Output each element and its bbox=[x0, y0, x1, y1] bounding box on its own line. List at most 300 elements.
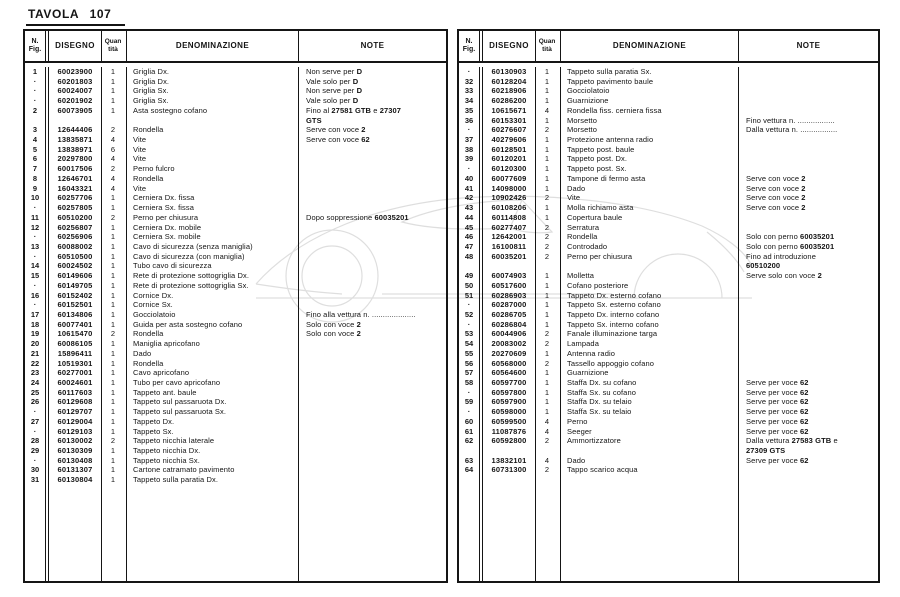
denomination-cell: Rondella bbox=[560, 232, 738, 242]
disegno-cell: 60256906 bbox=[48, 232, 101, 242]
denomination-cell: Tappeto post. baule bbox=[560, 145, 738, 155]
qty-cell: 1 bbox=[535, 291, 558, 301]
denomination-cell: Vite bbox=[126, 184, 298, 194]
fig-cell: · bbox=[25, 96, 46, 106]
note-cell: Non serve per D bbox=[298, 86, 446, 96]
fig-cell: 9 bbox=[25, 184, 46, 194]
disegno-cell: 60077401 bbox=[48, 320, 101, 330]
denomination-cell: Rondella bbox=[126, 329, 298, 339]
table-row bbox=[459, 300, 878, 310]
denomination-cell bbox=[560, 446, 738, 456]
table-row bbox=[459, 96, 878, 106]
disegno-cell: 60130309 bbox=[48, 446, 101, 456]
denomination-cell: Morsetto bbox=[560, 125, 738, 135]
denomination-cell: Vite bbox=[126, 145, 298, 155]
table-row bbox=[25, 436, 446, 446]
qty-cell: 1 bbox=[535, 164, 558, 174]
note-cell bbox=[298, 378, 446, 388]
fig-cell: 50 bbox=[459, 281, 480, 291]
table-row bbox=[25, 271, 446, 281]
fig-cell: 38 bbox=[459, 145, 480, 155]
qty-cell: 1 bbox=[535, 174, 558, 184]
fig-cell: 5 bbox=[25, 145, 46, 155]
denomination-cell: Tappeto Dx. bbox=[126, 417, 298, 427]
disegno-cell: 20270609 bbox=[482, 349, 535, 359]
disegno-cell: 60286200 bbox=[482, 96, 535, 106]
note-cell: Serve per voce 62 bbox=[738, 397, 878, 407]
note-cell: GTS bbox=[298, 116, 446, 126]
fig-cell: · bbox=[459, 407, 480, 417]
table-row bbox=[459, 368, 878, 378]
disegno-cell: 60597700 bbox=[482, 378, 535, 388]
fig-cell: 18 bbox=[25, 320, 46, 330]
fig-cell: 56 bbox=[459, 359, 480, 369]
qty-cell: 1 bbox=[101, 378, 124, 388]
disegno-cell: 60257805 bbox=[48, 203, 101, 213]
parts-table-left bbox=[23, 29, 448, 583]
fig-cell: 8 bbox=[25, 174, 46, 184]
qty-cell: 1 bbox=[101, 203, 124, 213]
disegno-cell: 60149606 bbox=[48, 271, 101, 281]
disegno-cell: 60592800 bbox=[482, 436, 535, 446]
note-cell bbox=[298, 446, 446, 456]
qty-cell: 4 bbox=[535, 106, 558, 116]
fig-cell: 60 bbox=[459, 417, 480, 427]
fig-cell: 44 bbox=[459, 213, 480, 223]
fig-cell bbox=[459, 475, 480, 581]
denomination-cell: Molla richiamo asta bbox=[560, 203, 738, 213]
disegno-cell: 60598000 bbox=[482, 407, 535, 417]
disegno-cell: 60017506 bbox=[48, 164, 101, 174]
disegno-cell: 10615470 bbox=[48, 329, 101, 339]
table-row bbox=[25, 86, 446, 96]
note-cell: Vale solo per D bbox=[298, 96, 446, 106]
qty-cell: 1 bbox=[535, 154, 558, 164]
qty-cell: 1 bbox=[535, 407, 558, 417]
note-cell bbox=[738, 96, 878, 106]
note-cell: Vale solo per D bbox=[298, 77, 446, 87]
note-cell bbox=[298, 436, 446, 446]
fig-cell: 7 bbox=[25, 164, 46, 174]
table-row bbox=[459, 116, 878, 126]
table-row bbox=[459, 359, 878, 369]
denomination-cell: Asta sostegno cofano bbox=[126, 106, 298, 116]
qty-cell: 2 bbox=[535, 193, 558, 203]
qty-cell bbox=[535, 261, 558, 271]
denomination-cell: Perno bbox=[560, 417, 738, 427]
table-row bbox=[459, 320, 878, 330]
table-row bbox=[459, 436, 878, 446]
qty-cell: 2 bbox=[535, 232, 558, 242]
note-cell bbox=[738, 164, 878, 174]
disegno-cell bbox=[482, 446, 535, 456]
denomination-cell: Cerniera Sx. fissa bbox=[126, 203, 298, 213]
fig-cell bbox=[25, 485, 46, 581]
denomination-cell: Tappeto Sx. bbox=[126, 427, 298, 437]
qty-cell: 1 bbox=[535, 116, 558, 126]
qty-cell: 1 bbox=[101, 446, 124, 456]
qty-cell: 2 bbox=[535, 252, 558, 262]
fig-cell: 6 bbox=[25, 154, 46, 164]
header-quantita: Quan tità bbox=[535, 31, 558, 61]
note-cell bbox=[298, 359, 446, 369]
note-cell bbox=[738, 359, 878, 369]
table-row bbox=[459, 174, 878, 184]
qty-cell: 1 bbox=[535, 349, 558, 359]
table-row bbox=[459, 339, 878, 349]
denomination-cell: Seeger bbox=[560, 427, 738, 437]
table-row bbox=[459, 86, 878, 96]
qty-cell: 1 bbox=[535, 86, 558, 96]
header-fig: N. Fig. bbox=[25, 31, 46, 61]
disegno-cell: 60074903 bbox=[482, 271, 535, 281]
denomination-cell: Gocciolatoio bbox=[126, 310, 298, 320]
note-cell bbox=[298, 291, 446, 301]
fig-cell: 49 bbox=[459, 271, 480, 281]
qty-cell: 1 bbox=[101, 67, 124, 77]
qty-cell: 4 bbox=[535, 417, 558, 427]
table-row bbox=[25, 164, 446, 174]
denomination-cell: Rondella bbox=[126, 359, 298, 369]
note-cell: Dalla vettura 27583 GTB e bbox=[738, 436, 878, 446]
disegno-cell: 11087876 bbox=[482, 427, 535, 437]
page-title: TAVOLA 107 bbox=[26, 7, 125, 26]
table-row bbox=[25, 475, 446, 485]
fig-cell: 21 bbox=[25, 349, 46, 359]
denomination-cell: Griglia Sx. bbox=[126, 86, 298, 96]
note-cell bbox=[298, 223, 446, 233]
fig-cell: 57 bbox=[459, 368, 480, 378]
header-disegno: DISEGNO bbox=[482, 31, 535, 61]
disegno-cell: 60120201 bbox=[482, 154, 535, 164]
table-row bbox=[25, 465, 446, 475]
note-cell bbox=[738, 213, 878, 223]
table-row bbox=[459, 164, 878, 174]
fig-cell: · bbox=[25, 281, 46, 291]
denomination-cell: Staffa Dx. su telaio bbox=[560, 397, 738, 407]
qty-cell: 1 bbox=[535, 96, 558, 106]
disegno-cell: 60152402 bbox=[48, 291, 101, 301]
disegno-cell: 60510500 bbox=[48, 252, 101, 262]
qty-cell: 1 bbox=[101, 77, 124, 87]
table-row bbox=[459, 106, 878, 116]
table-row bbox=[25, 242, 446, 252]
denomination-cell: Controdado bbox=[560, 242, 738, 252]
qty-cell bbox=[101, 485, 124, 581]
note-cell bbox=[738, 281, 878, 291]
note-cell bbox=[298, 300, 446, 310]
note-cell bbox=[738, 67, 878, 77]
header-quantita: Quan tità bbox=[101, 31, 124, 61]
qty-cell: 1 bbox=[101, 281, 124, 291]
disegno-cell: 13832101 bbox=[482, 456, 535, 466]
note-cell bbox=[738, 223, 878, 233]
denomination-cell: Dado bbox=[126, 349, 298, 359]
disegno-cell: 60130804 bbox=[48, 475, 101, 485]
note-cell: Serve per voce 62 bbox=[738, 378, 878, 388]
disegno-cell: 13838971 bbox=[48, 145, 101, 155]
disegno-cell: 60153301 bbox=[482, 116, 535, 126]
table-row bbox=[459, 232, 878, 242]
fig-cell: 15 bbox=[25, 271, 46, 281]
qty-cell: 4 bbox=[101, 154, 124, 164]
note-cell: 27309 GTS bbox=[738, 446, 878, 456]
table-row bbox=[459, 427, 878, 437]
table-body bbox=[459, 63, 878, 581]
denomination-cell: Rondella fiss. cerniera fissa bbox=[560, 106, 738, 116]
note-cell: Dalla vettura n. ................. bbox=[738, 125, 878, 135]
denomination-cell: Rete di protezione sottogriglia Sx. bbox=[126, 281, 298, 291]
disegno-cell: 20083002 bbox=[482, 339, 535, 349]
qty-cell: 2 bbox=[101, 329, 124, 339]
denomination-cell: Tappeto Sx. interno cofano bbox=[560, 320, 738, 330]
note-cell: Serve con voce 2 bbox=[738, 184, 878, 194]
disegno-cell: 60564600 bbox=[482, 368, 535, 378]
denomination-cell: Tappeto ant. baule bbox=[126, 388, 298, 398]
table-row bbox=[25, 77, 446, 87]
fig-cell: 52 bbox=[459, 310, 480, 320]
header-note: NOTE bbox=[298, 31, 446, 61]
fig-cell: · bbox=[25, 252, 46, 262]
note-cell bbox=[738, 349, 878, 359]
table-row bbox=[459, 261, 878, 271]
qty-cell: 1 bbox=[535, 310, 558, 320]
denomination-cell: Staffa Sx. su telaio bbox=[560, 407, 738, 417]
table-row bbox=[25, 145, 446, 155]
qty-cell: 1 bbox=[535, 145, 558, 155]
denomination-cell: Fanale illuminazione targa bbox=[560, 329, 738, 339]
disegno-cell: 60128204 bbox=[482, 77, 535, 87]
table-row bbox=[459, 203, 878, 213]
qty-cell: 1 bbox=[535, 388, 558, 398]
table-row bbox=[25, 261, 446, 271]
disegno-cell: 60077609 bbox=[482, 174, 535, 184]
table-row bbox=[25, 300, 446, 310]
qty-cell: 4 bbox=[101, 135, 124, 145]
denomination-cell: Tubo cavo di sicurezza bbox=[126, 261, 298, 271]
note-cell: Serve per voce 62 bbox=[738, 456, 878, 466]
denomination-cell: Morsetto bbox=[560, 116, 738, 126]
table-row bbox=[459, 456, 878, 466]
fig-cell: · bbox=[25, 232, 46, 242]
qty-cell: 1 bbox=[101, 456, 124, 466]
table-row bbox=[459, 349, 878, 359]
disegno-cell: 60114808 bbox=[482, 213, 535, 223]
table-row bbox=[25, 96, 446, 106]
qty-cell: 1 bbox=[101, 349, 124, 359]
disegno-cell: 60597800 bbox=[482, 388, 535, 398]
fig-cell: 29 bbox=[25, 446, 46, 456]
table-row bbox=[25, 223, 446, 233]
fig-cell: · bbox=[459, 300, 480, 310]
qty-cell: 2 bbox=[101, 436, 124, 446]
disegno-cell: 60286705 bbox=[482, 310, 535, 320]
fig-cell: · bbox=[25, 86, 46, 96]
denomination-cell: Protezione antenna radio bbox=[560, 135, 738, 145]
table-row bbox=[25, 310, 446, 320]
denomination-cell: Vite bbox=[126, 135, 298, 145]
table-row bbox=[459, 145, 878, 155]
fig-cell: 33 bbox=[459, 86, 480, 96]
header-note: NOTE bbox=[738, 31, 878, 61]
table-row bbox=[459, 184, 878, 194]
qty-cell: 2 bbox=[535, 436, 558, 446]
denomination-cell: Dado bbox=[560, 456, 738, 466]
table-row bbox=[459, 397, 878, 407]
note-cell: Serve per voce 62 bbox=[738, 388, 878, 398]
note-cell bbox=[298, 456, 446, 466]
disegno-cell: 60731300 bbox=[482, 465, 535, 475]
disegno-cell: 10615671 bbox=[482, 106, 535, 116]
qty-cell: 2 bbox=[535, 359, 558, 369]
note-cell bbox=[298, 427, 446, 437]
fig-cell: 24 bbox=[25, 378, 46, 388]
disegno-cell: 60218906 bbox=[482, 86, 535, 96]
qty-cell: 1 bbox=[535, 378, 558, 388]
table-row bbox=[459, 77, 878, 87]
table-row bbox=[25, 193, 446, 203]
qty-cell: 1 bbox=[535, 184, 558, 194]
qty-cell: 6 bbox=[101, 145, 124, 155]
qty-cell: 2 bbox=[535, 223, 558, 233]
fig-cell: 16 bbox=[25, 291, 46, 301]
table-row bbox=[25, 252, 446, 262]
denomination-cell: Tassello appoggio cofano bbox=[560, 359, 738, 369]
denomination-cell: Serratura bbox=[560, 223, 738, 233]
table-row bbox=[25, 397, 446, 407]
table-row bbox=[25, 291, 446, 301]
disegno-cell: 60277001 bbox=[48, 368, 101, 378]
disegno-cell bbox=[48, 116, 101, 126]
denomination-cell: Perno per chiusura bbox=[560, 252, 738, 262]
note-cell: Solo con voce 2 bbox=[298, 320, 446, 330]
denomination-cell: Griglia Sx. bbox=[126, 96, 298, 106]
note-cell bbox=[298, 465, 446, 475]
denomination-cell: Tappeto sul passaruota Sx. bbox=[126, 407, 298, 417]
denomination-cell: Tampone di fermo asta bbox=[560, 174, 738, 184]
fig-cell: 61 bbox=[459, 427, 480, 437]
fig-cell: 11 bbox=[25, 213, 46, 223]
table-row bbox=[459, 154, 878, 164]
note-cell: Solo con perno 60035201 bbox=[738, 242, 878, 252]
qty-cell: 1 bbox=[101, 300, 124, 310]
note-cell bbox=[738, 135, 878, 145]
table-row bbox=[25, 213, 446, 223]
fig-cell: 2 bbox=[25, 106, 46, 116]
fig-cell: 17 bbox=[25, 310, 46, 320]
fig-cell: 1 bbox=[25, 67, 46, 77]
disegno-cell: 60035201 bbox=[482, 252, 535, 262]
disegno-cell: 13835871 bbox=[48, 135, 101, 145]
table-row bbox=[459, 378, 878, 388]
disegno-cell: 12642001 bbox=[482, 232, 535, 242]
denomination-cell: Griglia Dx. bbox=[126, 67, 298, 77]
table-row bbox=[25, 329, 446, 339]
note-cell bbox=[738, 310, 878, 320]
qty-cell: 1 bbox=[101, 86, 124, 96]
qty-cell: 1 bbox=[101, 232, 124, 242]
qty-cell: 1 bbox=[101, 106, 124, 116]
note-cell bbox=[738, 106, 878, 116]
note-cell bbox=[298, 242, 446, 252]
qty-cell: 1 bbox=[101, 320, 124, 330]
qty-cell: 1 bbox=[535, 135, 558, 145]
table-header bbox=[25, 31, 446, 63]
table-row bbox=[25, 281, 446, 291]
qty-cell: 1 bbox=[101, 96, 124, 106]
qty-cell: 1 bbox=[101, 310, 124, 320]
denomination-cell: Dado bbox=[560, 184, 738, 194]
fig-cell: 62 bbox=[459, 436, 480, 446]
disegno-cell: 60088002 bbox=[48, 242, 101, 252]
header-fig: N. Fig. bbox=[459, 31, 480, 61]
fig-cell: 40 bbox=[459, 174, 480, 184]
fig-cell: 42 bbox=[459, 193, 480, 203]
disegno-cell: 40279606 bbox=[482, 135, 535, 145]
header-denominazione: DENOMINAZIONE bbox=[126, 31, 298, 61]
table-row bbox=[25, 106, 446, 116]
table-row bbox=[459, 223, 878, 233]
qty-cell: 1 bbox=[101, 271, 124, 281]
qty-cell: 1 bbox=[101, 252, 124, 262]
note-cell bbox=[738, 86, 878, 96]
qty-cell bbox=[101, 116, 124, 126]
disegno-cell: 60129707 bbox=[48, 407, 101, 417]
qty-cell: 4 bbox=[535, 456, 558, 466]
note-cell bbox=[298, 203, 446, 213]
table-row bbox=[25, 135, 446, 145]
fig-cell: 27 bbox=[25, 417, 46, 427]
qty-cell: 2 bbox=[535, 125, 558, 135]
table-row bbox=[25, 378, 446, 388]
qty-cell: 1 bbox=[101, 339, 124, 349]
fig-cell: 19 bbox=[25, 329, 46, 339]
denomination-cell: Tappeto nicchia Dx. bbox=[126, 446, 298, 456]
fig-cell: 39 bbox=[459, 154, 480, 164]
disegno-cell: 60023900 bbox=[48, 67, 101, 77]
qty-cell: 2 bbox=[101, 213, 124, 223]
disegno-cell: 60130002 bbox=[48, 436, 101, 446]
qty-cell: 1 bbox=[535, 397, 558, 407]
denomination-cell: Cavo di sicurezza (senza maniglia) bbox=[126, 242, 298, 252]
note-cell bbox=[298, 281, 446, 291]
disegno-cell: 10902426 bbox=[482, 193, 535, 203]
fig-cell: 55 bbox=[459, 349, 480, 359]
fig-cell: 37 bbox=[459, 135, 480, 145]
fig-cell: · bbox=[25, 456, 46, 466]
fig-cell: 26 bbox=[25, 397, 46, 407]
disegno-cell: 60599500 bbox=[482, 417, 535, 427]
table-row bbox=[25, 154, 446, 164]
note-cell bbox=[738, 475, 878, 581]
qty-cell: 1 bbox=[101, 223, 124, 233]
note-cell: Serve con voce 2 bbox=[738, 203, 878, 213]
denomination-cell: Tappeto sul passaruota Dx. bbox=[126, 397, 298, 407]
disegno-cell: 60201803 bbox=[48, 77, 101, 87]
note-cell bbox=[298, 407, 446, 417]
table-filler-row bbox=[25, 485, 446, 581]
denomination-cell: Tappeto sulla paratia Sx. bbox=[560, 67, 738, 77]
disegno-cell: 60568000 bbox=[482, 359, 535, 369]
denomination-cell: Guarnizione bbox=[560, 368, 738, 378]
note-cell bbox=[298, 339, 446, 349]
qty-cell: 1 bbox=[101, 427, 124, 437]
denomination-cell: Copertura baule bbox=[560, 213, 738, 223]
note-cell: Fino alla vettura n. .................... bbox=[298, 310, 446, 320]
table-row bbox=[459, 125, 878, 135]
note-cell bbox=[738, 465, 878, 475]
note-cell bbox=[298, 388, 446, 398]
